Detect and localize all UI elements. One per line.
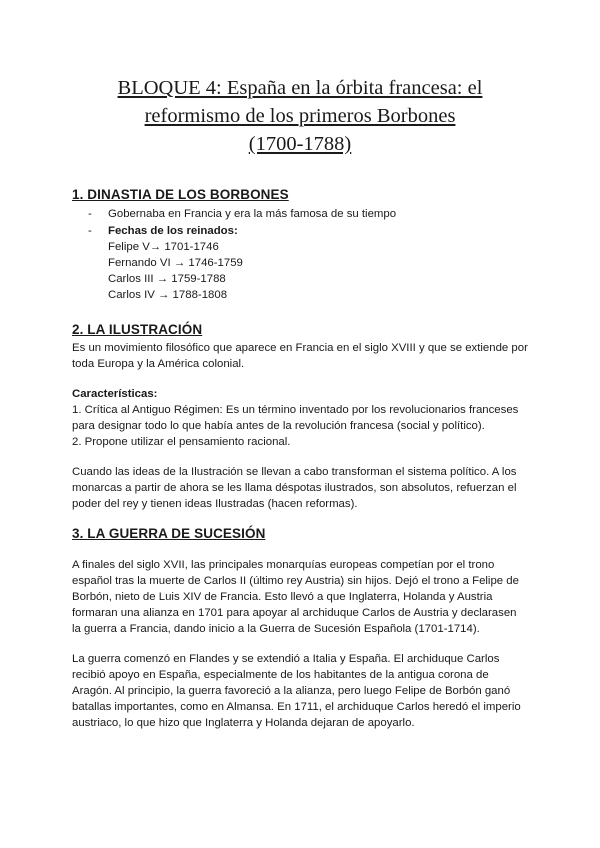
- section-2-heading: 2. LA ILUSTRACIÓN: [72, 322, 203, 337]
- bullet-item: [72, 206, 528, 222]
- ilustracion-intro: Es un movimiento filosófico que aparece en Francia en el siglo XVIII y que se extiende por toda Europa y la América colonial.: [72, 342, 528, 370]
- reign-item: Felipe V→ 1701-1746: [108, 241, 219, 253]
- section-guerra: [72, 525, 528, 731]
- reign-item: Fernando VI → 1746-1759: [108, 257, 243, 269]
- guerra-paragraph-1: A finales del siglo XVII, las principales monarquías europeas competían por el trono español tras la muerte de Carlos II (último rey Austria) sin hijos. Dejó el trono a Felipe de Borbón, nieto de Luis XIV de Francia. Esto llevó a que Inglaterra, Holanda y Austria formaran una alianza en 1701 para apoyar al archiduque Carlos de Austria y declarasen la guerra a Francia, dando inicio a la Guerra de Sucesión Española (1701-1714).: [72, 559, 519, 635]
- section-ilustracion: [72, 321, 528, 512]
- document-title: [72, 0, 528, 158]
- bullet-text: Fechas de los reinados:: [108, 225, 238, 237]
- section-1-bullets: [72, 206, 528, 239]
- reign-item: Carlos III → 1759-1788: [108, 273, 226, 285]
- guerra-paragraph-2: La guerra comenzó en Flandes y se extendió a Italia y España. El archiduque Carlos recibió apoyo en España, especialmente de los habitantes de la antigua corona de Aragón. Al principio, la guerra favoreció a la alianza, pero luego Felipe de Borbón ganó batallas importantes, como en Almansa. En 1711, el archiduque Carlos heredó el imperio austriaco, lo que hizo que Inglaterra y Holanda dejaran de apoyarlo.: [72, 653, 521, 729]
- caracteristica-2: 2. Propone utilizar el pensamiento racional.: [72, 436, 291, 448]
- section-1-heading: 1. DINASTIA DE LOS BORBONES: [72, 187, 289, 202]
- ilustracion-paragraph: Cuando las ideas de la Ilustración se llevan a cabo transforman el sistema político. A los monarcas a partir de ahora se les llama déspotas ilustrados, son absolutos, refuerzan el poder del rey y tienen ideas Ilustradas (hacen reformas).: [72, 466, 517, 510]
- bullet-item: [72, 223, 528, 239]
- title-line-1: BLOQUE 4: España en la órbita francesa: el: [117, 77, 483, 99]
- section-3-heading: 3. LA GUERRA DE SUCESIÓN: [72, 526, 266, 541]
- reign-item: Carlos IV → 1788-1808: [108, 289, 228, 301]
- bullet-dash: -: [88, 208, 92, 220]
- reign-list: [72, 239, 528, 303]
- section-dinastia: [72, 186, 528, 303]
- caracteristicas-label: Características:: [72, 388, 158, 400]
- title-line-3: (1700-1788): [248, 133, 352, 155]
- bullet-text: Gobernaba en Francia y era la más famosa de su tiempo: [108, 208, 397, 220]
- caracteristica-1: 1. Crítica al Antiguo Régimen: Es un término inventado por los revolucionarios franceses para designar todo lo que había antes de la revolución francesa (social y político).: [72, 404, 519, 432]
- bullet-dash: -: [88, 225, 92, 237]
- title-line-2: reformismo de los primeros Borbones: [144, 105, 456, 127]
